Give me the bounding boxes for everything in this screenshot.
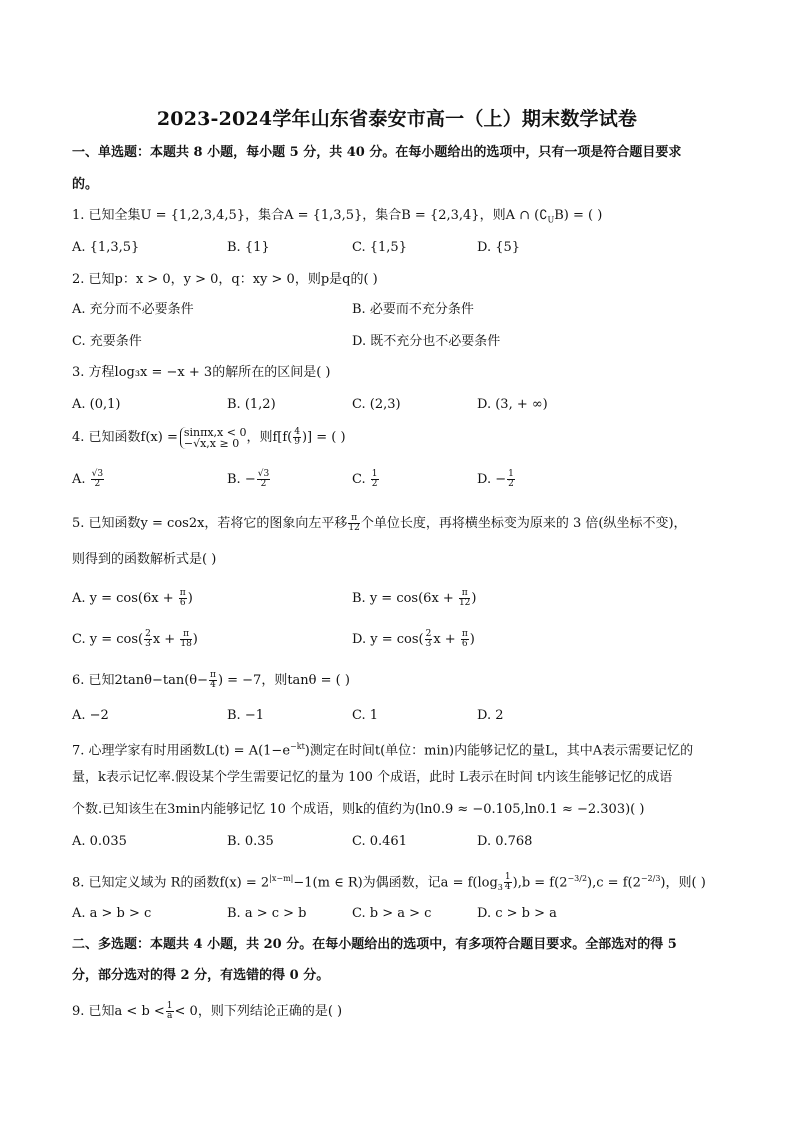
question-6-option-a[interactable]: A. −2 [72, 708, 109, 723]
section1-header-line2: 的。 [72, 177, 99, 192]
section2-header-line1: 二、多选题：本题共 4 小题，共 20 分。在每小题给出的选项中，有多项符合题目要求。全部选对的得 5 [72, 937, 677, 952]
question-9-stem: 9. 已知a < b < $\frac{1}{a}$ < 0，则下列结论正确的是( ) [72, 1001, 343, 1021]
question-4-option-a[interactable]: A. $\frac{√3}{2}$ [72, 469, 104, 489]
question-6-option-c[interactable]: C. 1 [352, 708, 379, 723]
question-7-option-c[interactable]: C. 0.461 [352, 834, 407, 849]
exam-title: 2023-2024学年山东省泰安市高一（上）期末数学试卷 [156, 108, 638, 130]
question-4-stem: 4. 已知函数f(x) = sinπx,x < 0 −√x,x ≥ 0 ，则f[f( $\frac{4}{9}$ )] = ( ) [72, 425, 346, 450]
question-8-option-a[interactable]: A. a > b > c [72, 906, 152, 921]
question-8-option-c[interactable]: C. b > a > c [352, 906, 432, 921]
question-1-option-d[interactable]: D. {5} [477, 240, 521, 255]
question-3-option-a[interactable]: A. (0,1) [72, 397, 121, 412]
question-2-option-d[interactable]: D. 既不充分也不必要条件 [352, 334, 501, 349]
question-4-option-d[interactable]: D. − $\frac{1}{2}$ [477, 469, 514, 489]
question-6-option-d[interactable]: D. 2 [477, 708, 504, 723]
question-1-stem: 1. 已知全集U = {1,2,3,4,5}，集合A = {1,3,5}，集合B = {2,3,4}，则A ∩ $(∁_UB)$ = ( ) [72, 208, 603, 225]
fraction: $\frac{4}{9}$ [294, 427, 300, 447]
question-1-option-b[interactable]: B. {1} [227, 240, 270, 255]
question-7-stem-line1: 7. 心理学家有时用函数$L(t) = A(1-e^{-kt})$测定在时间t(单位：min)内能够记忆的量L，其中A表示需要记忆的 [72, 742, 694, 759]
question-7-option-a[interactable]: A. 0.035 [72, 834, 127, 849]
question-2-option-a[interactable]: A. 充分而不必要条件 [72, 302, 194, 317]
question-7-option-d[interactable]: D. 0.768 [477, 834, 533, 849]
question-6-stem: 6. 已知2tanθ−tan(θ− $\frac{\pi}{4}$ ) = −7，则tanθ = ( ) [72, 670, 350, 690]
question-4-option-b[interactable]: B. − $\frac{√3}{2}$ [227, 469, 270, 489]
question-8-option-b[interactable]: B. a > c > b [227, 906, 307, 921]
question-5-option-c[interactable]: C. y = cos( $\frac{2}{3}$ x + $\frac{\pi}{18}$ ) [72, 629, 198, 649]
question-3-option-b[interactable]: B. (1,2) [227, 397, 276, 412]
question-8-option-d[interactable]: D. c > b > a [477, 906, 557, 921]
question-5-option-d[interactable]: D. y = cos( $\frac{2}{3}$ x + $\frac{\pi}{6}$ ) [352, 629, 475, 649]
question-5-option-a[interactable]: A. y = cos(6x + $\frac{\pi}{6}$ ) [72, 588, 193, 608]
question-8-stem: 8. 已知定义域为 R的函数$f(x) = 2^{|x-m|}-1(m$ ∈ R)为偶函数，记$a = f(\log_3$ $\frac{1}{4}$ )$,b = f(2^{-3/2}),c = f(2^{-2/3})$，则( ) [72, 872, 706, 893]
question-2-option-c[interactable]: C. 充要条件 [72, 334, 142, 349]
question-3-option-c[interactable]: C. (2,3) [352, 397, 401, 412]
section2-header-line2: 分，部分选对的得 2 分，有选错的得 0 分。 [72, 968, 330, 983]
question-7-stem-line2: 量，k表示记忆率.假设某个学生需要记忆的量为 100 个成语，此时 L表示在时间 t内该生能够记忆的成语 [72, 770, 673, 785]
question-7-option-b[interactable]: B. 0.35 [227, 834, 274, 849]
question-4-option-c[interactable]: C. $\frac{1}{2}$ [352, 469, 378, 489]
question-5-stem-line1: 5. 已知函数y = cos2x，若将它的图象向左平移 $\frac{\pi}{12}$ 个单位长度，再将横坐标变为原来的 3 倍(纵坐标不变)， [72, 513, 687, 533]
question-2-option-b[interactable]: B. 必要而不充分条件 [352, 302, 474, 317]
question-1-option-a[interactable]: A. {1,3,5} [72, 240, 140, 255]
question-1-option-c[interactable]: C. {1,5} [352, 240, 407, 255]
question-7-stem-line3: 个数.已知该生在3min内能够记忆 10 个成语，则k的值约为(ln0.9 ≈ −0.105,ln0.1 ≈ −2.303)( ) [72, 802, 645, 817]
section1-header-line1: 一、单选题：本题共 8 小题，每小题 5 分，共 40 分。在每小题给出的选项中，只有一项是符合题目要求 [72, 145, 682, 160]
question-5-stem-line2: 则得到的函数解析式是( ) [72, 552, 217, 567]
piecewise-brace: sinπx,x < 0 −√x,x ≥ 0 [180, 427, 247, 449]
question-3-option-d[interactable]: D. (3, + ∞) [477, 397, 548, 412]
question-5-option-b[interactable]: B. y = cos(6x + $\frac{\pi}{12}$ ) [352, 588, 477, 608]
question-6-option-b[interactable]: B. −1 [227, 708, 264, 723]
question-2-stem: 2. 已知p：x > 0，y > 0，q：xy > 0，则p是q的( ) [72, 272, 378, 287]
question-3-stem: 3. 方程log₃x = −x + 3的解所在的区间是( ) [72, 365, 331, 380]
